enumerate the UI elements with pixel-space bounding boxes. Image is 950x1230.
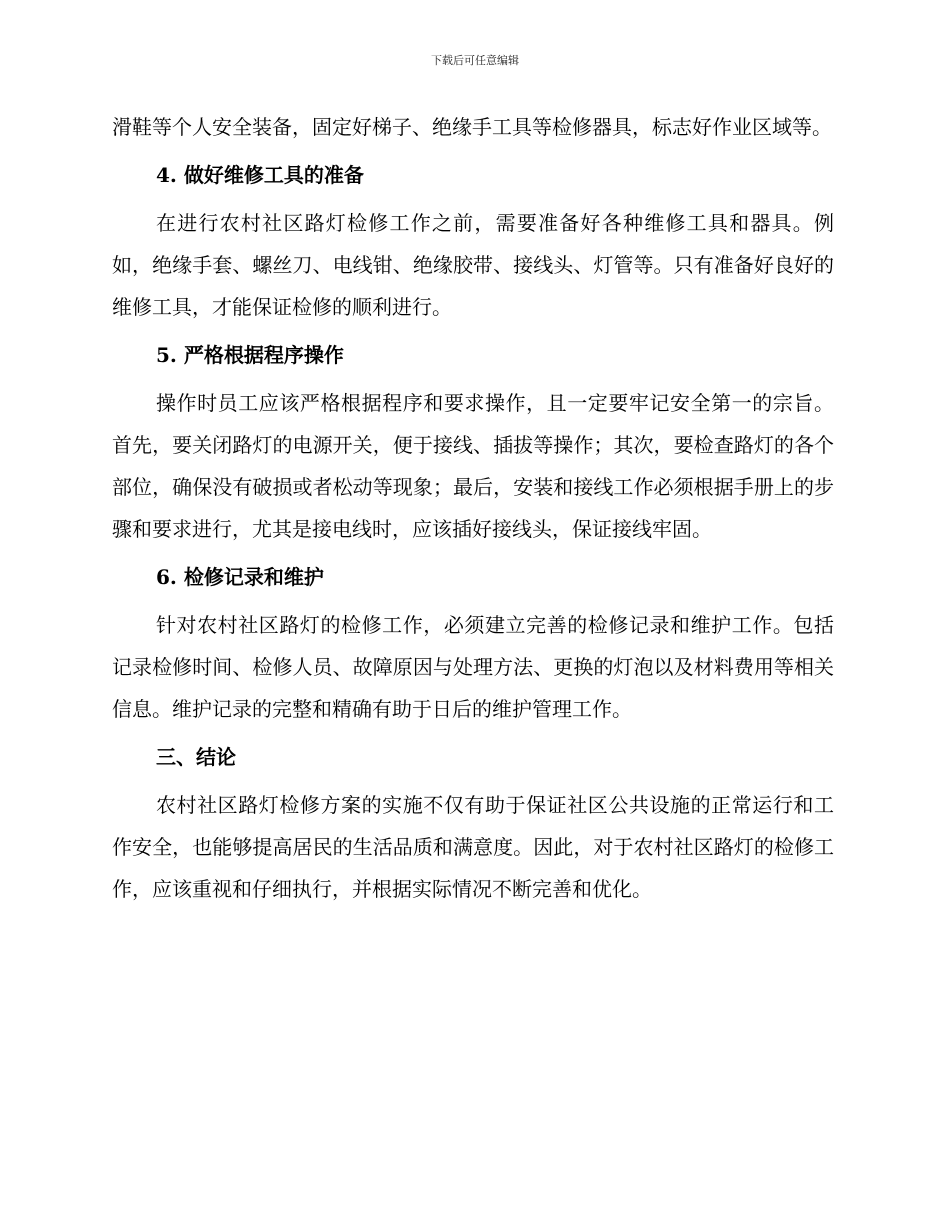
section-heading-conclusion: 三、结论 <box>156 745 236 769</box>
document-body <box>112 106 834 910</box>
section-heading-6: 6. 检修记录和维护 <box>156 565 324 589</box>
paragraph-conclusion: 农村社区路灯检修方案的实施不仅有助于保证社区公共设施的正常运行和工作安全，也能够提高居民的生活品质和满意度。因此，对于农村社区路灯的检修工作，应该重视和仔细执行，并根据实际情况不断完善和优化。 <box>112 793 834 901</box>
paragraph-records: 针对农村社区路灯的检修工作，必须建立完善的检修记录和维护工作。包括记录检修时间、检修人员、故障原因与处理方法、更换的灯泡以及材料费用等相关信息。维护记录的完整和精确有助于日后的维护管理工作。 <box>112 613 834 721</box>
section-heading-5: 5. 严格根据程序操作 <box>156 343 344 367</box>
page-header-note: 下载后可任意编辑 <box>431 54 519 67</box>
paragraph-tools: 在进行农村社区路灯检修工作之前，需要准备好各种维修工具和器具。例如，绝缘手套、螺丝刀、电线钳、绝缘胶带、接线头、灯管等。只有准备好良好的维修工具，才能保证检修的顺利进行。 <box>112 211 834 319</box>
paragraph-procedure: 操作时员工应该严格根据程序和要求操作，且一定要牢记安全第一的宗旨。首先，要关闭路灯的电源开关，便于接线、插拔等操作；其次，要检查路灯的各个部位，确保没有破损或者松动等现象；最后，安装和接线工作必须根据手册上的步骤和要求进行，尤其是接电线时，应该插好接线头，保证接线牢固。 <box>112 391 834 541</box>
paragraph-continued: 滑鞋等个人安全装备，固定好梯子、绝缘手工具等检修器具，标志好作业区域等。 <box>112 115 832 139</box>
section-heading-4: 4. 做好维修工具的准备 <box>156 163 364 187</box>
